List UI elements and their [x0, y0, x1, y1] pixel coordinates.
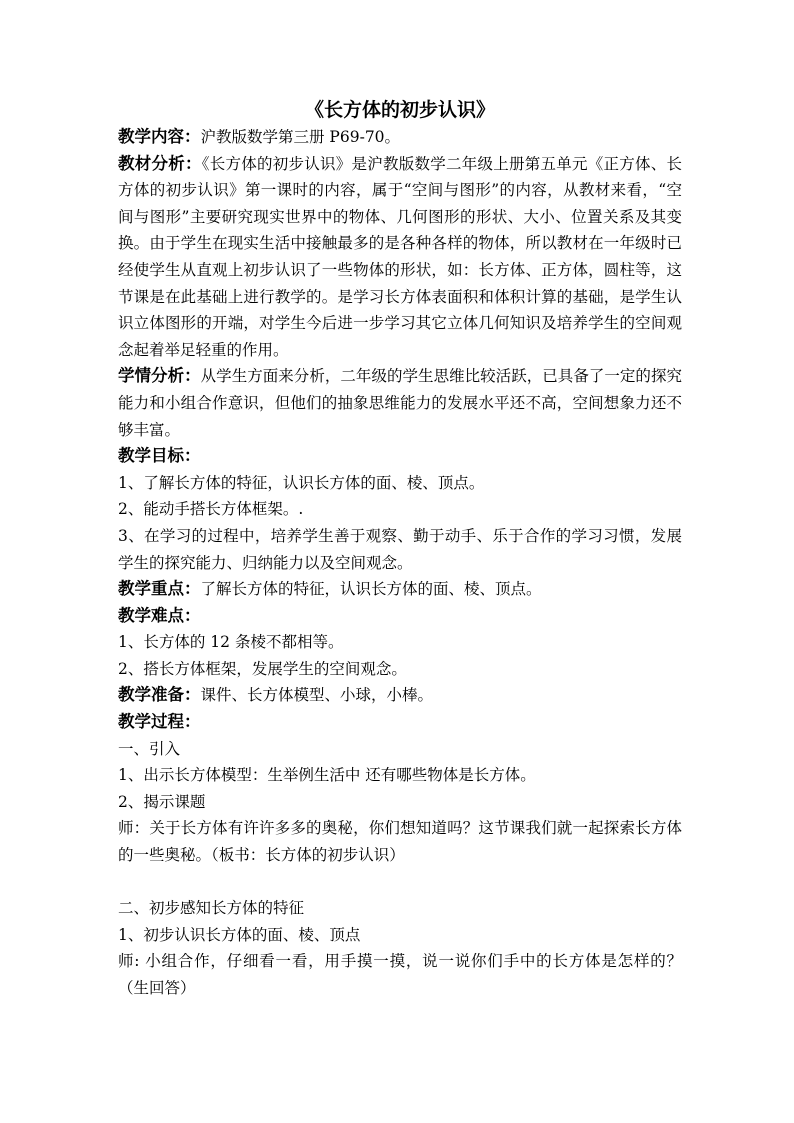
lesson-plan-page	[118, 96, 682, 1002]
teaching-content-text: 沪教版数学第三册 P69-70。	[200, 128, 401, 146]
difficulty-item: 1、长方体的 12 条棱不都相等。	[118, 633, 344, 652]
teaching-goals-label: 教学目标：	[118, 446, 201, 466]
document-title: 《长方体的初步认识》	[304, 99, 495, 121]
material-analysis-label: 教材分析：	[118, 153, 202, 173]
process-line: 1、出示长方体模型：生举例生活中 还有哪些物体是长方体。	[118, 766, 536, 785]
material-analysis-text: 《长方体的初步认识》是沪教版数学二年级上册第五单元《正方体、长方体的初步认识》第一课时的内容，属于“空间与图形”的内容，从教材来看，“空间与图形”主要研究现实世界中的物体、几何图形的形状、大小、位置关系及其变换。由于学生在现实生活中接触最多的是各种各样的物体，所以教材在一年级时已经使学生从直观上初步认识了一些物体的形状，如：长方体、正方体，圆柱等，这节课是在此基础上进行教学的。是学习长方体表面积和体积计算的基础，是学生认识立体图形的开端，对学生今后进一步学习其它立体几何知识及培养学生的空间观念起着举足轻重的作用。	[118, 154, 682, 359]
teaching-prep	[118, 682, 682, 709]
teaching-focus	[118, 576, 682, 603]
learner-analysis-label: 学情分析：	[118, 366, 201, 386]
teaching-difficulty-heading	[118, 603, 682, 630]
teaching-difficulty-label: 教学难点：	[118, 605, 201, 625]
teaching-content-label: 教学内容：	[118, 127, 201, 146]
material-analysis	[118, 151, 682, 364]
process-line: 师：关于长方体有许许多多的奥秘，你们想知道吗？这节课我们就一起探索长方体的一些奥秘。（板书：长方体的初步认识）	[118, 819, 682, 865]
learner-analysis-text: 从学生方面来分析，二年级的学生思维比较活跃，已具备了一定的探究能力和小组合作意识，但他们的抽象思维能力的发展水平还不高，空间想象力还不够丰富。	[118, 367, 682, 439]
learner-analysis	[118, 363, 682, 443]
process-line: 二、初步感知长方体的特征	[118, 899, 305, 918]
process-line: 师: 小组合作，仔细看一看，用手摸一摸，说一说你们手中的长方体是怎样的？（生回答）	[118, 952, 682, 997]
teaching-content	[118, 124, 682, 151]
goal-item: 3、在学习的过程中，培养学生善于观察、勤于动手、乐于合作的学习习惯，发展学生的探究能力、归纳能力以及空间观念。	[118, 526, 682, 572]
teaching-focus-label: 教学重点：	[118, 579, 201, 599]
process-line: 一、引入	[118, 739, 181, 758]
difficulty-item: 2、搭长方体框架，发展学生的空间观念。	[118, 659, 407, 678]
teaching-focus-text: 了解长方体的特征，认识长方体的面、棱、顶点。	[200, 580, 542, 599]
teaching-process-heading	[118, 709, 682, 736]
teaching-prep-text: 课件、长方体模型、小球，小棒。	[200, 686, 434, 705]
process-line: 1、初步认识长方体的面、棱、顶点	[118, 925, 361, 944]
goal-item: 1、了解长方体的特征，认识长方体的面、棱、顶点。	[118, 473, 485, 492]
teaching-process-label: 教学过程：	[118, 712, 201, 732]
goal-item: 2、能动手搭长方体框架。.	[118, 500, 304, 519]
teaching-goals-heading	[118, 443, 682, 470]
teaching-prep-label: 教学准备：	[118, 685, 201, 705]
process-line: 2、揭示课题	[118, 792, 206, 811]
blank-line	[118, 869, 682, 896]
